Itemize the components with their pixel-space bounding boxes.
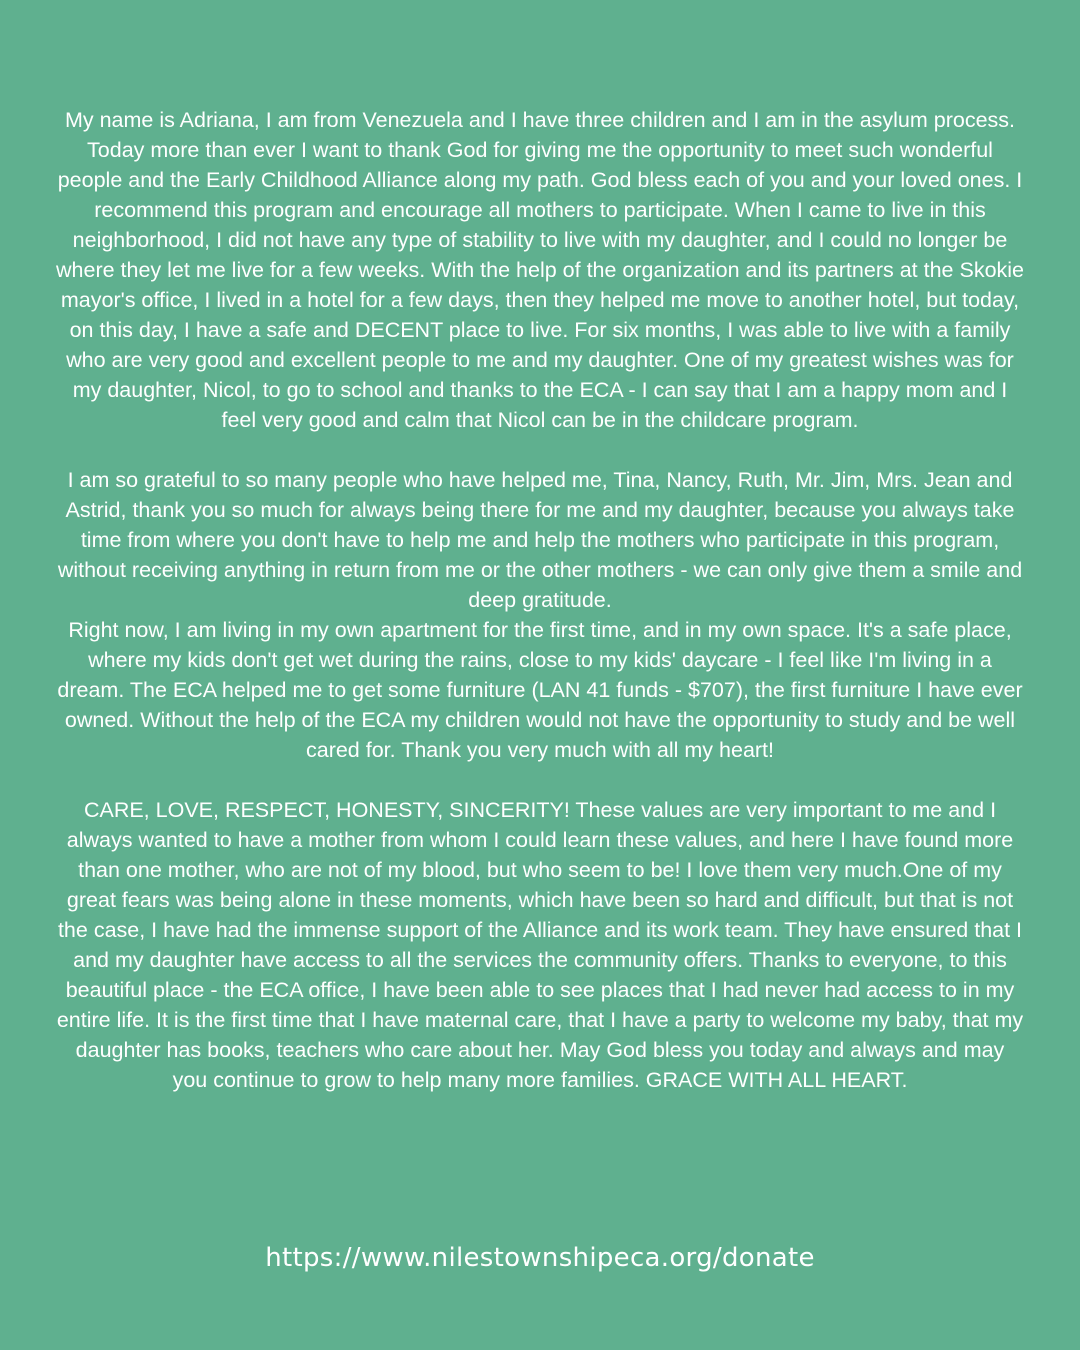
testimonial-paragraph-2: I am so grateful to so many people who have helped me, Tina, Nancy, Ruth, Mr. Jim, Mrs. Jean and Astrid, thank you so much for always being there for me and my daughter, because you always take time from where you don't have to help me and help the mothers who participate in this program, without receiving anything in return from me or the other mothers - we can only give them a smile and deep gratitude. — [57, 468, 1023, 612]
paragraph-spacer — [56, 435, 1024, 465]
paragraph-spacer — [56, 765, 1024, 795]
testimonial-text — [56, 105, 1024, 1095]
testimonial-paragraph-1: My name is Adriana, I am from Venezuela and I have three children and I am in the asylum process. Today more than ever I want to thank God for giving me the opportunity to meet such wonderful people and the Early Childhood Alliance along my path. God bless each of you and your loved ones. I recommend this program and encourage all mothers to participate. When I came to live in this neighborhood, I did not have any type of stability to live with my daughter, and I could no longer be where they let me live for a few weeks. With the help of the organization and its partners at the Skokie mayor's office, I lived in a hotel for a few days, then they helped me move to another hotel, but today, on this day, I have a safe and DECENT place to live. For six months, I was able to live with a family who are very good and excellent people to me and my daughter. One of my greatest wishes was for my daughter, Nicol, to go to school and thanks to the ECA - I can say that I am a happy mom and I feel very good and calm that Nicol can be in the childcare program. — [56, 108, 1025, 432]
donate-url[interactable]: https://www.nilestownshipeca.org/donate — [265, 1243, 815, 1273]
testimonial-paragraph-4: CARE, LOVE, RESPECT, HONESTY, SINCERITY! These values are very important to me and I always wanted to have a mother from whom I could learn these values, and here I have found more than one mother, who are not of my blood, but who seem to be! I love them very much.One of my great fears was being alone in these moments, which have been so hard and difficult, but that is not the case, I have had the immense support of the Alliance and its work team. They have ensured that I and my daughter have access to all the services the community offers. Thanks to everyone, to this beautiful place - the ECA office, I have been able to see places that I had never had access to in my entire life. It is the first time that I have maternal care, that I have a party to welcome my baby, that my daughter has books, teachers who care about her. May God bless you today and always and may you continue to grow to help many more families. GRACE WITH ALL HEART. — [56, 798, 1024, 1092]
testimonial-paragraph-3: Right now, I am living in my own apartment for the first time, and in my own space. It's a safe place, where my kids don't get wet during the rains, close to my kids' daycare - I feel like I'm living in a dream. The ECA helped me to get some furniture (LAN 41 funds - $707), the first furniture I have ever owned. Without the help of the ECA my children would not have the opportunity to study and be well cared for. Thank you very much with all my heart! — [57, 618, 1023, 762]
